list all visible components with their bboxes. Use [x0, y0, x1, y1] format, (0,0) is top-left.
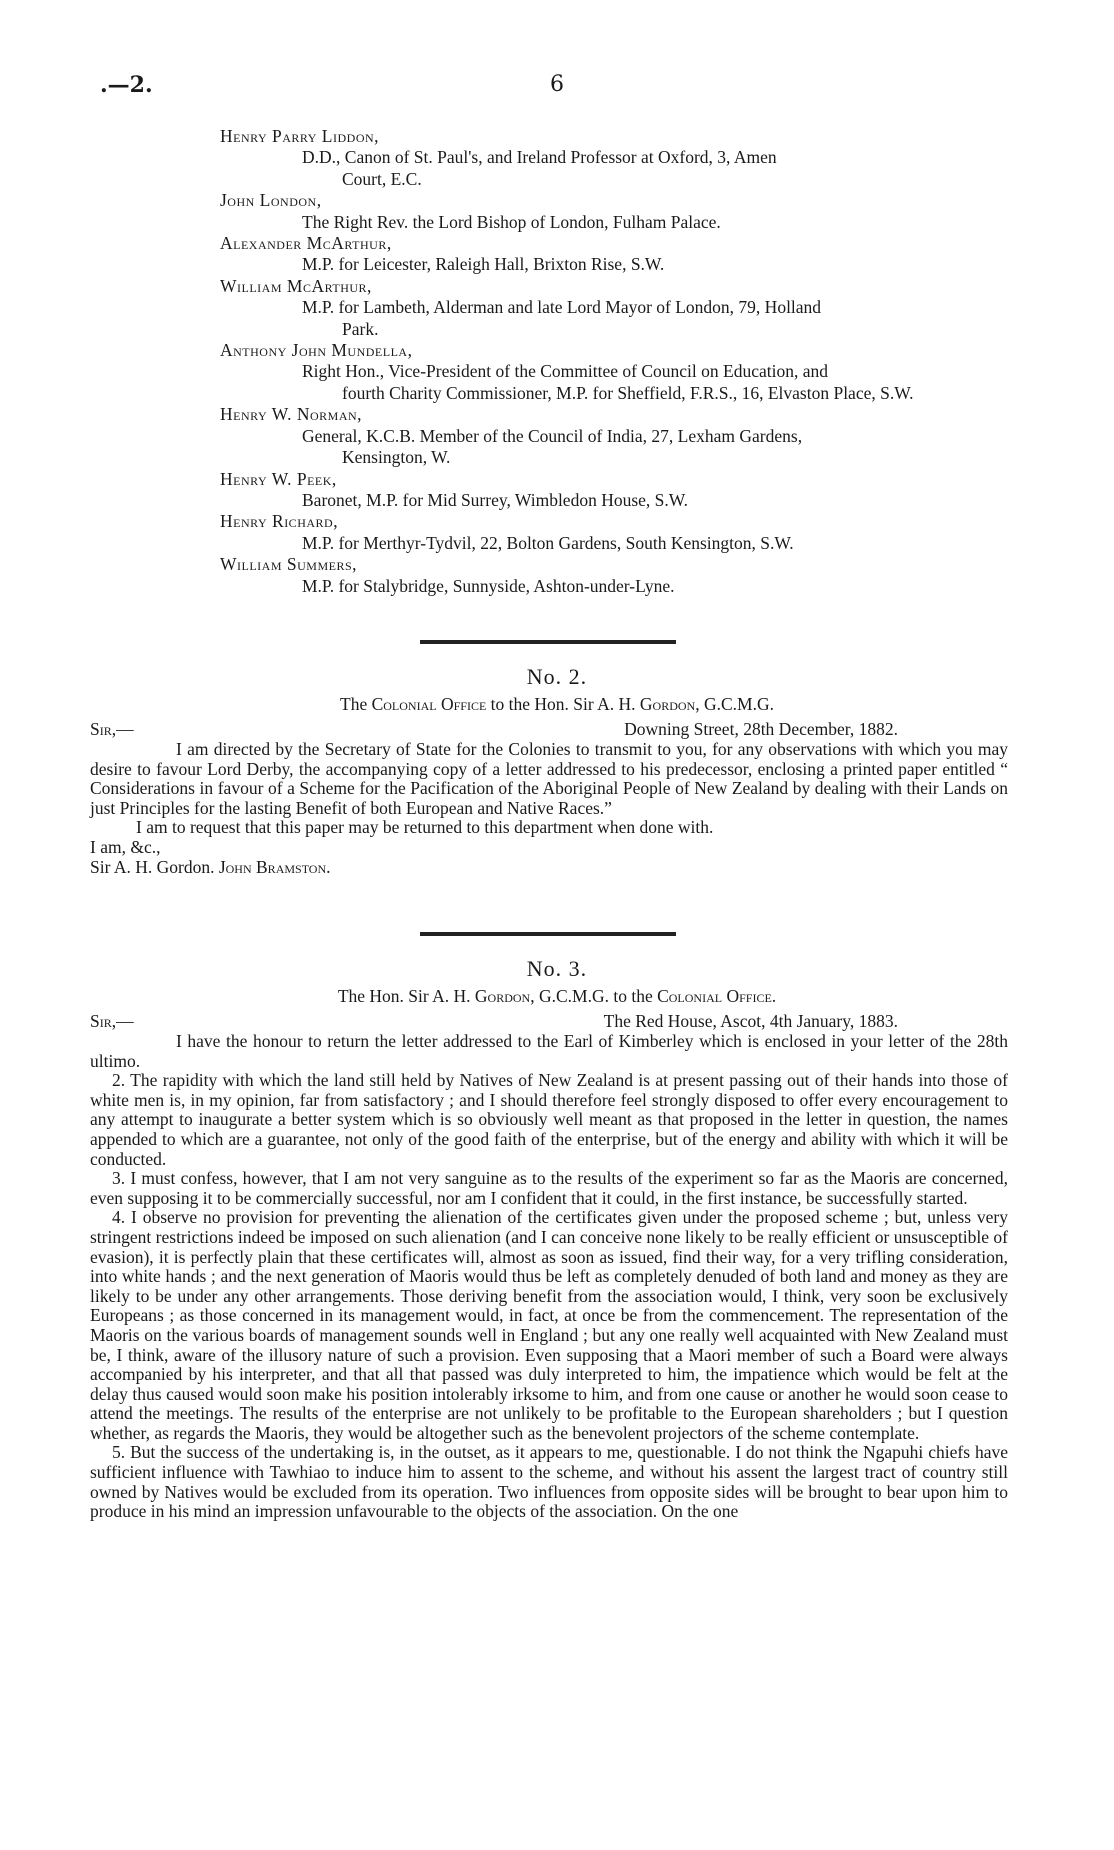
letter-paragraph: I have the honour to return the letter addressed to the Earl of Kimberley which is enclosed in your letter of the 28th ultimo. [90, 1031, 1008, 1071]
signatory-description: D.D., Canon of St. Paul's, and Ireland Professor at Oxford, 3, Amen [302, 147, 777, 168]
signatory-description: Baronet, M.P. for Mid Surrey, Wimbledon House, S.W. [302, 489, 689, 510]
page-number: 6 [550, 72, 564, 97]
section-title-no2: No. 2. [526, 664, 588, 689]
signatory-description: M.P. for Leicester, Raleigh Hall, Brixton Rise, S.W. [302, 254, 665, 275]
salutation: Sir,— [90, 719, 134, 739]
signatory [220, 126, 1000, 190]
signatory-description-cont: Park. [342, 318, 379, 339]
place-date: The Red House, Ascot, 4th January, 1883. [603, 1011, 898, 1031]
letter-paragraph: 4. I observe no provision for preventing the alienation of the certificates given under the proposed scheme ; but, unless very stringent restrictions indeed be imposed on such alienation (and I can conceive none likely to be really efficient or unsusceptible of evasion), it is perfectly plain that these certificates will, almost as soon as issued, find their way, for a very trifling consideration, into white hands ; and the next generation of Maoris would thus be left as completely denuded of both land and money as they are likely to be under any other arrangements. Those deriving benefit from the association would, I think, very soon be exclusively Europeans ; as those concerned in its management would, in fact, at once be from the commencement. The representation of the Maoris on the various boards of management sounds well in England ; but any one really well acquainted with New Zealand must be, I think, aware of the illusory nature of such a provision. Even supposing that a Maori member of such a Board were always accompanied by his interpreter, and that all that passed was duly interpreted to him, the impatience which would be felt at the delay thus caused would soon make his position intolerably irksome to him, and from one cause or another he would soon cease to attend the meetings. The results of the enterprise are not unlikely to be profitable to the European shareholders ; but I question whether, as regards the Maoris, they would be altogether such as the benevolent projectors of the scheme contemplate. [90, 1207, 1008, 1443]
signatory-name: Alexander McArthur, [220, 233, 392, 254]
signatory [220, 276, 1000, 340]
signatory-name: William Summers, [220, 554, 358, 575]
letter-no3 [90, 1012, 1008, 1522]
addressee: Sir A. H. Gordon. [90, 856, 215, 877]
salutation: Sir,— [90, 1011, 134, 1031]
section-divider [420, 640, 676, 644]
section-subtitle-no2: The Colonial Office to the Hon. Sir A. H. Gordon, G.C.M.G. [340, 694, 774, 714]
signatory [220, 233, 1000, 276]
signatory-description: M.P. for Lambeth, Alderman and late Lord Mayor of London, 79, Holland [302, 297, 822, 318]
signatory-name: Henry Parry Liddon, [220, 126, 380, 146]
section-title-no3: No. 3. [526, 956, 588, 981]
signature: John Bramston. [218, 856, 331, 877]
page-header-left: .—2. [100, 72, 153, 98]
letter-paragraph: 3. I must confess, however, that I am not very sanguine as to the results of the experiment so far as the Maoris are concerned, even supposing it to be commercially successful, nor am I confident that it could, in the first instance, be successfully started. [90, 1168, 1008, 1208]
closing: I am, &c., [90, 836, 161, 857]
signatories-list [220, 126, 1000, 597]
signatory-name: John London, [220, 190, 322, 211]
section-divider [420, 932, 676, 936]
signatory [220, 469, 1000, 512]
signatory-name: Anthony John Mundella, [220, 340, 413, 361]
letter-paragraph: I am directed by the Secretary of State for the Colonies to transmit to you, for any observations with which you may desire to favour Lord Derby, the accompanying copy of a letter addressed to his predecessor, enclosing a printed paper entitled “ Considerations in favour of a Scheme for the Pacification of the Aboriginal People of New Zealand by dealing with their Lands on just Principles for the lasting Benefit of both European and Native Races.” [90, 739, 1008, 818]
signatory-name: William McArthur, [220, 275, 372, 296]
signatory [220, 340, 1000, 404]
signatory-description: M.P. for Stalybridge, Sunnyside, Ashton-under-Lyne. [302, 575, 675, 596]
signatory [220, 554, 1000, 597]
signatory-name: Henry Richard, [220, 511, 339, 532]
signatory-description: The Right Rev. the Lord Bishop of London, Fulham Palace. [302, 211, 721, 232]
signatory-name: Henry W. Peek, [220, 468, 337, 489]
letter-paragraph: 5. But the success of the undertaking is, in the outset, as it appears to me, questionable. I do not think the Ngapuhi chiefs have sufficient influence with Tawhiao to induce him to assent to the scheme, and without his assent the largest tract of country still owned by Natives would be excluded from its operation. Two influences from opposite sides will be brought to bear upon him to produce in his mind an impression unfavourable to the objects of the association. On the one [90, 1442, 1008, 1522]
place-date: Downing Street, 28th December, 1882. [624, 719, 898, 739]
signatory-name: Henry W. Norman, [220, 404, 363, 425]
signatory-description: General, K.C.B. Member of the Council of India, 27, Lexham Gardens, [302, 425, 803, 446]
signatory [220, 404, 1000, 468]
signatory [220, 190, 1000, 233]
signatory-description-cont: fourth Charity Commissioner, M.P. for Sheffield, F.R.S., 16, Elvaston Place, S.W. [342, 382, 914, 403]
signatory-description-cont: Kensington, W. [342, 447, 451, 468]
letter-paragraph: I am to request that this paper may be returned to this department when done with. [136, 817, 714, 838]
signatory-description: M.P. for Merthyr-Tydvil, 22, Bolton Gardens, South Kensington, S.W. [302, 532, 794, 553]
letter-no2 [90, 720, 1008, 878]
letter-paragraph: 2. The rapidity with which the land still held by Natives of New Zealand is at present passing out of their hands into those of white men is, in my opinion, far from satisfactory ; and I should therefore feel strongly disposed to offer every encouragement to any attempt to inaugurate a better system which is so obviously well meant as that proposed in the letter in question, the names appended to which are a guarantee, not only of the good faith of the enterprise, but of the energy and ability with which it will be conducted. [90, 1070, 1008, 1169]
signatory [220, 511, 1000, 554]
signatory-description: Right Hon., Vice-President of the Committee of Council on Education, and [302, 361, 828, 382]
section-subtitle-no3: The Hon. Sir A. H. Gordon, G.C.M.G. to the Colonial Office. [337, 986, 777, 1006]
signatory-description-cont: Court, E.C. [342, 168, 422, 189]
